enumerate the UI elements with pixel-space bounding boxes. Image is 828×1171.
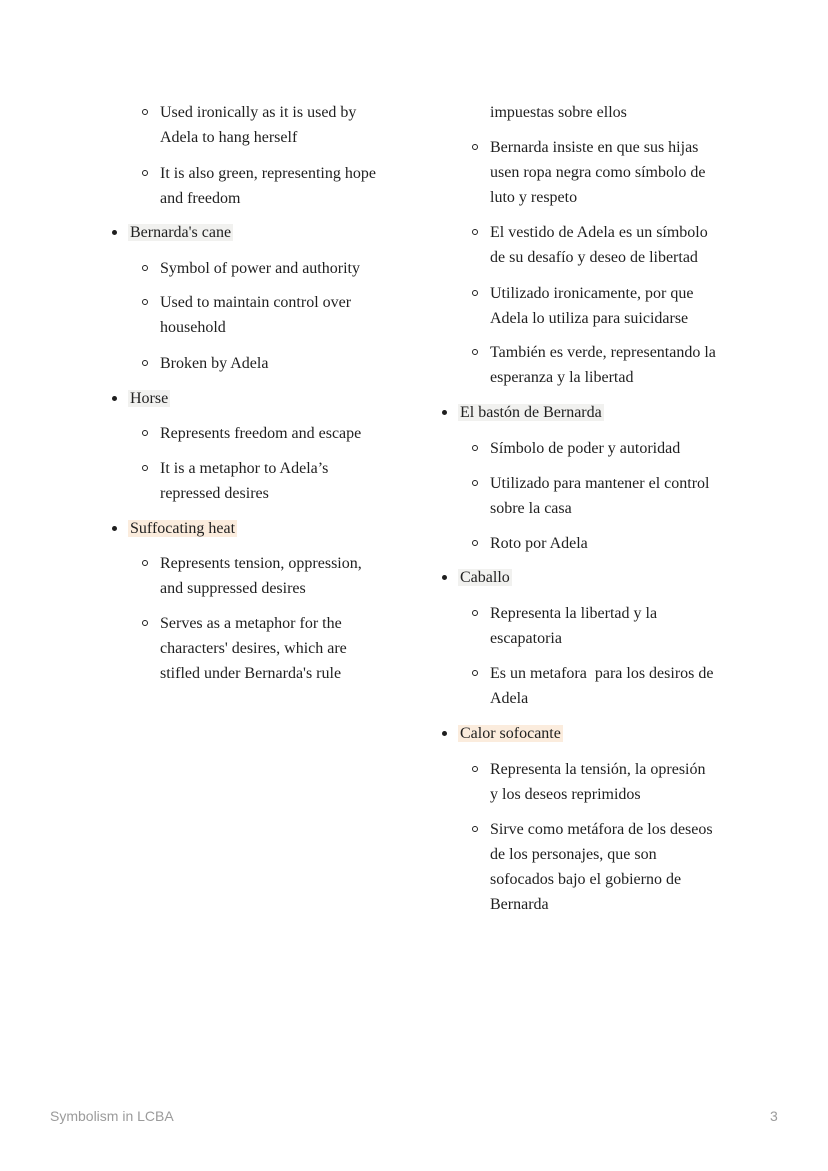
sub-item-text: y los deseos reprimidos <box>490 786 641 803</box>
sub-item-text: de los personajes, que son <box>490 846 657 863</box>
sub-item-text: También es verde, representando la <box>490 344 716 361</box>
sub-item-text: de su desafío y deseo de libertad <box>490 249 698 266</box>
sub-item-text: Es un metafora para los desiros de <box>490 665 714 682</box>
sub-item-text: stifled under Bernarda's rule <box>160 665 342 682</box>
sub-item-text: Symbol of power and authority <box>160 260 360 277</box>
sub-bullet-icon <box>472 349 478 355</box>
sub-item-text: Símbolo de poder y autoridad <box>490 440 681 457</box>
sub-item-text: escapatoria <box>490 630 562 647</box>
sub-item-text: sobre la casa <box>490 500 572 517</box>
list-item-heading <box>460 721 563 746</box>
sub-bullet-icon <box>142 560 148 566</box>
bullet-icon <box>442 410 447 415</box>
list-item-heading <box>130 220 233 245</box>
sub-item-text: and freedom <box>160 190 241 207</box>
sub-bullet-icon <box>142 620 148 626</box>
sub-bullet-icon <box>472 670 478 676</box>
bullet-icon <box>442 575 447 580</box>
highlighted-heading: Bernarda's cane <box>130 224 232 241</box>
sub-item-text: Broken by Adela <box>160 355 269 372</box>
sub-item-text: esperanza y la libertad <box>490 369 634 386</box>
sub-item-text: Adela to hang herself <box>160 129 298 146</box>
highlighted-heading: Suffocating heat <box>130 520 236 537</box>
sub-item-text: Represents freedom and escape <box>160 425 362 442</box>
sub-bullet-icon <box>142 299 148 305</box>
highlighted-heading: Caballo <box>460 569 510 586</box>
sub-item-text: It is a metaphor to Adela’s <box>160 460 329 477</box>
bullet-icon <box>112 396 117 401</box>
sub-bullet-icon <box>472 826 478 832</box>
list-item-heading <box>460 400 604 425</box>
sub-bullet-icon <box>142 465 148 471</box>
sub-item-text: Adela <box>490 690 529 707</box>
bullet-icon <box>442 731 447 736</box>
sub-item-text: Sirve como metáfora de los deseos <box>490 821 713 838</box>
sub-item-text: impuestas sobre ellos <box>490 104 627 121</box>
sub-item-text: It is also green, representing hope <box>160 165 376 182</box>
sub-item-text: luto y respeto <box>490 189 578 206</box>
sub-item-text: and suppressed desires <box>160 580 306 597</box>
highlighted-heading: Calor sofocante <box>460 725 561 742</box>
sub-bullet-icon <box>472 540 478 546</box>
sub-item-text: Roto por Adela <box>490 535 588 552</box>
sub-item-text: characters' desires, which are <box>160 640 347 657</box>
sub-item-text: Representa la libertad y la <box>490 605 658 622</box>
sub-bullet-icon <box>142 360 148 366</box>
list-item-heading <box>130 516 237 541</box>
page-number: 3 <box>770 1108 778 1124</box>
highlighted-heading: Horse <box>130 390 169 407</box>
sub-bullet-icon <box>142 109 148 115</box>
sub-item-text: household <box>160 319 226 336</box>
sub-item-text: Used ironically as it is used by <box>160 104 357 121</box>
bullet-icon <box>112 230 117 235</box>
sub-item-text: El vestido de Adela es un símbolo <box>490 224 708 241</box>
sub-bullet-icon <box>142 170 148 176</box>
sub-item-text: Serves as a metaphor for the <box>160 615 342 632</box>
sub-bullet-icon <box>472 229 478 235</box>
sub-bullet-icon <box>472 610 478 616</box>
sub-bullet-icon <box>472 766 478 772</box>
sub-bullet-icon <box>142 430 148 436</box>
list-item-heading <box>130 386 170 411</box>
sub-bullet-icon <box>142 265 148 271</box>
list-item-heading <box>460 565 512 590</box>
sub-item-text: Represents tension, oppression, <box>160 555 362 572</box>
bullet-icon <box>112 526 117 531</box>
sub-item-text: Bernarda insiste en que sus hijas <box>490 139 699 156</box>
sub-item-text: usen ropa negra como símbolo de <box>490 164 706 181</box>
sub-bullet-icon <box>472 445 478 451</box>
sub-item-text: Representa la tensión, la opresión <box>490 761 706 778</box>
sub-bullet-icon <box>472 144 478 150</box>
sub-item-text: Bernarda <box>490 896 549 913</box>
sub-bullet-icon <box>472 290 478 296</box>
sub-item-text: Utilizado para mantener el control <box>490 475 710 492</box>
sub-item-text: Adela lo utiliza para suicidarse <box>490 310 689 327</box>
highlighted-heading: El bastón de Bernarda <box>460 404 602 421</box>
footer-title: Symbolism in LCBA <box>50 1108 174 1124</box>
sub-item-text: Utilizado ironicamente, por que <box>490 285 694 302</box>
sub-item-text: Used to maintain control over <box>160 294 352 311</box>
sub-item-text: sofocados bajo el gobierno de <box>490 871 682 888</box>
sub-item-text: repressed desires <box>160 485 269 502</box>
sub-bullet-icon <box>472 480 478 486</box>
